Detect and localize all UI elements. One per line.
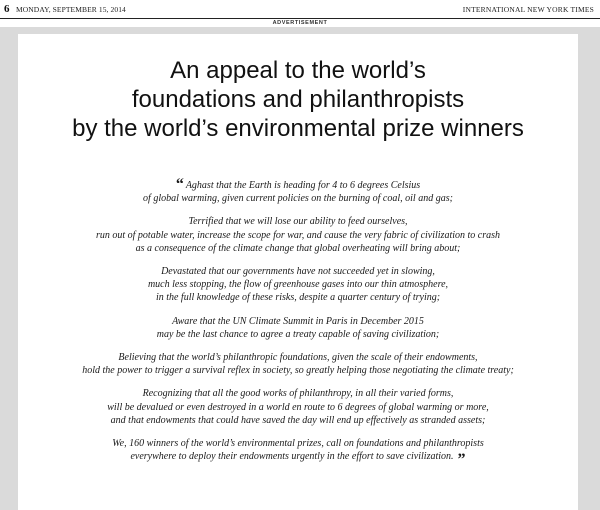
paragraph [18, 265, 578, 305]
text-line: Devastated that our governments have not succeeded yet in slowing, [161, 266, 435, 278]
text-line: may be the last chance to agree a treaty capable of saving civilization; [156, 328, 440, 340]
headline [18, 56, 578, 143]
paragraph [18, 387, 578, 427]
paragraph [18, 437, 578, 469]
text-line: Aware that the UN Climate Summit in Paris in December 2015 [172, 315, 424, 327]
text-line: as a consequence of the climate change that global overheating will bring about; [135, 242, 461, 254]
text-line-content: Aghast that the Earth is heading for 4 to 6 degrees Celsius [185, 180, 421, 191]
text-line: of global warming, given current policies on the burning of coal, oil and gas; [143, 193, 453, 205]
text-line: in the full knowledge of these risks, despite a quarter century of trying; [155, 292, 441, 304]
masthead [0, 0, 600, 19]
text-line: Terrified that we will lose our ability to feed ourselves, [188, 216, 408, 228]
headline-line: An appeal to the world’s [170, 57, 426, 84]
issue-date: MONDAY, SEPTEMBER 15, 2014 [16, 5, 126, 14]
paragraph [18, 315, 578, 341]
opening-quote-mark: “ [175, 176, 184, 193]
text-line: run out of potable water, increase the scope for war, and cause the very fabric of civilization to crash [95, 229, 501, 241]
text-line [18, 176, 578, 193]
page-number: 6 [4, 3, 10, 15]
text-line: hold the power to trigger a survival reflex in society, so greatly helping those negotiating the climate treaty; [82, 365, 514, 377]
text-line [18, 450, 578, 469]
closing-quote-mark: ” [457, 451, 466, 469]
headline-line: by the world’s environmental prize winners [72, 115, 524, 142]
text-line-content: everywhere to deploy their endowments urgently in the effort to save civilization. [130, 451, 454, 463]
text-line: Believing that the world’s philanthropic foundations, given the scale of their endowments, [118, 352, 478, 364]
newspaper-name: INTERNATIONAL NEW YORK TIMES [462, 5, 594, 14]
paragraph [18, 215, 578, 255]
text-line: Recognizing that all the good works of philanthropy, in all their varied forms, [142, 388, 454, 400]
paragraph [18, 351, 578, 377]
appeal-text [18, 176, 578, 475]
text-line: We, 160 winners of the world’s environmental prizes, call on foundations and philanthropists [112, 438, 484, 450]
text-line: and that endowments that could have saved the day will end up effectively as stranded assets; [110, 414, 486, 426]
text-line: will be devalued or even destroyed in a world en route to 6 degrees of global warming or more, [107, 401, 489, 413]
paragraph [18, 176, 578, 205]
text-line: much less stopping, the flow of greenhouse gases into our thin atmosphere, [147, 279, 449, 291]
advertisement-label: ADVERTISEMENT [272, 20, 328, 26]
headline-line: foundations and philanthropists [131, 86, 465, 113]
